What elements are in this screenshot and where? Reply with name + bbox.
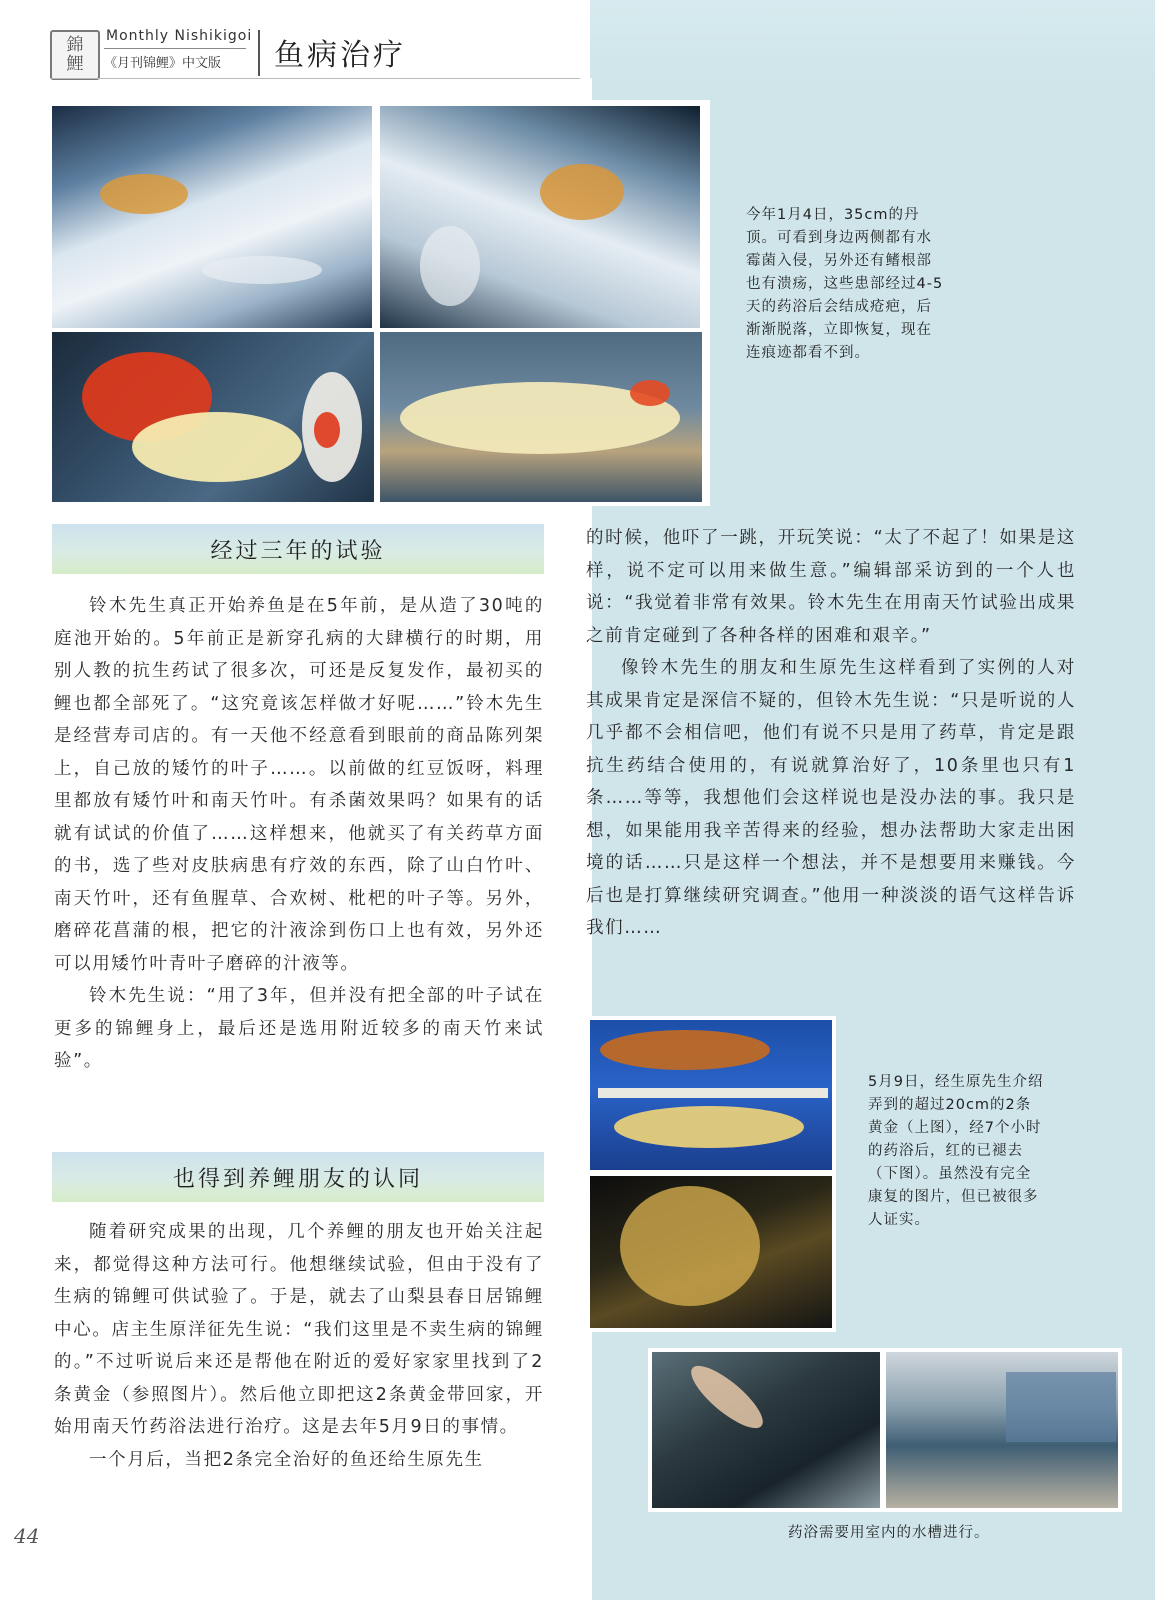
top-photo-caption: 今年1月4日，35cm的丹顶。可看到身边两侧都有水霉菌入侵，另外还有鳍根部也有溃疡，这些患部经过4-5天的药浴后会结成疮疤，后渐渐脱落，立即恢复，现在连痕迹都看不到。: [746, 207, 944, 361]
bottom-photo-caption: 药浴需要用室内的水槽进行。: [788, 1525, 990, 1541]
middle-photo-stack: [586, 1016, 836, 1332]
paragraph: 铃木先生真正开始养鱼是在5年前，是从造了30吨的庭池开始的。5年前正是新穿孔病的大肆横行的时期，用别人教的抗生药试了很多次，可还是反复发作，最初买的鲤也都全部死了。“这究竟该怎样做才好呢……”铃木先生是经营寿司店的。有一天他不经意看到眼前的商品陈列架上，自己放的矮竹的叶子……。以前做的红豆饭呀，料理里都放有矮竹叶和南天竹叶。有杀菌效果吗？如果有的话就有试试的价值了……这样想来，他就买了有关药草方面的书，选了些对皮肤病患有疗效的东西，除了山白竹叶、南天竹叶，还有鱼腥草、合欢树、枇杷的叶子等。另外，磨碎花菖蒲的根，把它的汁液涂到伤口上也有效，另外还可以用矮竹叶青叶子磨碎的汁液等。: [54, 596, 544, 974]
koi-photo-4: [380, 332, 702, 502]
paragraph: 一个月后，当把2条完全治好的鱼还给生原先生: [89, 1449, 484, 1470]
logo-char-2: 鯉: [66, 54, 84, 74]
koi-photo-2: [380, 106, 700, 328]
header-divider-line: [104, 48, 246, 49]
paragraph: 像铃木先生的朋友和生原先生这样看到了实例的人对其成果肯定是深信不疑的，但铃木先生说：“只是听说的人几乎都不会相信吧，他们有说不只是用了药草，肯定是跟抗生药结合使用的，有说就算治好了，10条里也只有1条……等等，我想他们会这样说也是没办法的事。我只是想，如果能用我辛苦得来的经验，想办法帮助大家走出困境的话……只是这样一个想法，并不是想要用来赚钱。今后也是打算继续研究调查。”他用一种淡淡的语气这样告诉我们……: [586, 658, 1076, 938]
paragraph: 的时候，他吓了一跳，开玩笑说：“太了不起了！如果是这样，说不定可以用来做生意。”编辑部采访到的一个人也说：“我觉着非常有效果。铃木先生在用南天竹试验出成果之前肯定碰到了各种各样的困难和艰辛。”: [586, 528, 1076, 646]
paragraph: 铃木先生说：“用了3年，但并没有把全部的叶子试在更多的锦鲤身上，最后还是选用附近较多的南天竹来试验”。: [54, 986, 544, 1071]
top-photo-grid: [48, 100, 710, 506]
bottom-photo-row: [648, 1348, 1122, 1512]
magazine-name-en: Monthly Nishikigoi: [106, 28, 253, 44]
golden-koi-photo-before: [590, 1020, 832, 1170]
koi-photo-3: [52, 332, 374, 502]
logo-char-1: 錦: [66, 35, 84, 55]
section-1-body: [54, 590, 544, 1078]
paragraph: 随着研究成果的出现，几个养鲤的朋友也开始关注起来，都觉得这种方法可行。他想继续试验，但由于没有了生病的锦鲤可供试验了。于是，就去了山梨县春日居锦鲤中心。店主生原洋征先生说：“我们这里是不卖生病的锦鲤的。”不过听说后来还是帮他在附近的爱好家家里找到了2条黄金（参照图片）。然后他立即把这2条黄金带回家，开始用南天竹药浴法进行治疗。这是去年5月9日的事情。: [54, 1222, 544, 1437]
magazine-name-cn: 《月刊锦鲤》中文版: [104, 56, 222, 71]
indoor-tank-photo-2: [886, 1352, 1118, 1508]
golden-koi-photo-after: [590, 1176, 832, 1328]
header-separator: [258, 30, 260, 76]
middle-photo-caption: 5月9日，经生原先生介绍弄到的超过20cm的2条黄金（上图），经7个小时的药浴后，红的已褪去（下图）。虽然没有完全康复的图片，但已被很多人证实。: [868, 1074, 1044, 1228]
header-rule: [50, 78, 580, 79]
koi-photo-1: [52, 106, 372, 328]
section-heading-1: 经过三年的试验: [52, 524, 544, 574]
section-2-body: [54, 1216, 544, 1476]
right-column-body: [586, 522, 1076, 945]
section-title: 鱼病治疗: [274, 38, 406, 73]
indoor-tank-photo-1: [652, 1352, 880, 1508]
section-heading-2: 也得到养鲤朋友的认同: [52, 1152, 544, 1202]
right-blue-panel-top: [590, 0, 1155, 78]
magazine-logo: [50, 30, 100, 80]
page-number: 44: [14, 1524, 40, 1548]
